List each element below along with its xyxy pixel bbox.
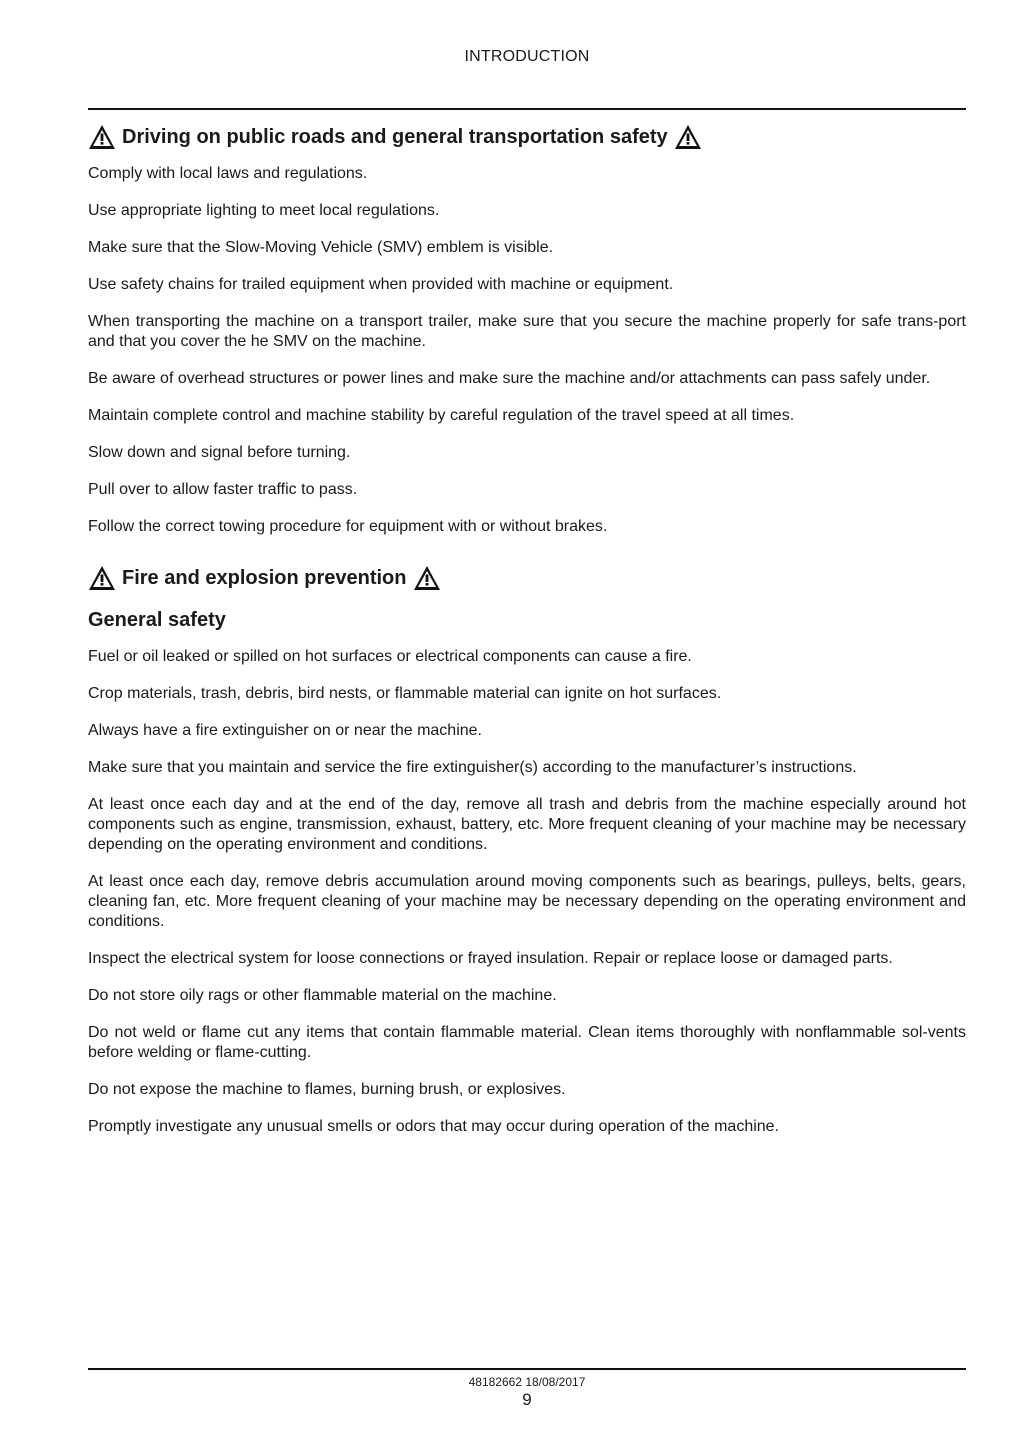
paragraph: Use safety chains for trailed equipment when provided with machine or equipment. bbox=[88, 276, 674, 293]
paragraph: Inspect the electrical system for loose connections or frayed insulation. Repair or replace loose or damaged parts. bbox=[88, 950, 893, 967]
warning-triangle-icon bbox=[413, 565, 441, 591]
paragraph: Pull over to allow faster traffic to pass. bbox=[88, 481, 358, 498]
paragraph: At least once each day, remove debris accumulation around moving components such as bearings, pulleys, belts, gears, cleaning fan, etc. More frequent cleaning of your machine may be necessary depending on the operating environment and conditions. bbox=[88, 873, 966, 930]
section-heading-driving bbox=[88, 122, 966, 152]
warning-triangle-icon bbox=[88, 565, 116, 591]
paragraph: Do not expose the machine to flames, burning brush, or explosives. bbox=[88, 1081, 566, 1098]
section-heading-fire bbox=[88, 563, 966, 593]
footer-document-id: 48182662 18/08/2017 bbox=[468, 1375, 586, 1389]
paragraph: Crop materials, trash, debris, bird nests, or flammable material can ignite on hot surfaces. bbox=[88, 685, 722, 702]
paragraph: Do not weld or flame cut any items that contain flammable material. Clean items thoroughly with nonflammable sol-vents before welding or flame-cutting. bbox=[88, 1024, 966, 1061]
paragraph: Maintain complete control and machine stability by careful regulation of the travel speed at all times. bbox=[88, 407, 795, 424]
footer-rule bbox=[88, 1368, 966, 1370]
paragraph: Promptly investigate any unusual smells or odors that may occur during operation of the machine. bbox=[88, 1118, 780, 1135]
running-header: INTRODUCTION bbox=[464, 48, 590, 65]
paragraph: Make sure that you maintain and service the fire extinguisher(s) according to the manufacturer’s instructions. bbox=[88, 759, 857, 776]
section-heading-text: Fire and explosion prevention bbox=[122, 566, 407, 589]
paragraph: Always have a fire extinguisher on or near the machine. bbox=[88, 722, 482, 739]
paragraph: At least once each day and at the end of the day, remove all trash and debris from the machine especially around hot components such as engine, transmission, exhaust, battery, etc. More frequent cleaning of your machine may be necessary depending on the operating environment and conditions. bbox=[88, 796, 966, 853]
subheading-general-safety: General safety bbox=[88, 609, 226, 631]
paragraph: When transporting the machine on a transport trailer, make sure that you secure the machine properly for safe trans-port and that you cover the he SMV on the machine. bbox=[88, 313, 966, 350]
paragraph: Be aware of overhead structures or power lines and make sure the machine and/or attachments can pass safely under. bbox=[88, 370, 931, 387]
paragraph: Make sure that the Slow-Moving Vehicle (SMV) emblem is visible. bbox=[88, 239, 554, 256]
paragraph: Do not store oily rags or other flammable material on the machine. bbox=[88, 987, 557, 1004]
header-rule bbox=[88, 108, 966, 110]
section-heading-text: Driving on public roads and general transportation safety bbox=[122, 125, 668, 148]
paragraph: Comply with local laws and regulations. bbox=[88, 165, 368, 182]
warning-triangle-icon bbox=[674, 124, 702, 150]
warning-triangle-icon bbox=[88, 124, 116, 150]
paragraph: Fuel or oil leaked or spilled on hot surfaces or electrical components can cause a fire. bbox=[88, 648, 692, 665]
paragraph: Use appropriate lighting to meet local regulations. bbox=[88, 202, 440, 219]
paragraph: Follow the correct towing procedure for equipment with or without brakes. bbox=[88, 518, 608, 535]
page-number: 9 bbox=[522, 1390, 532, 1409]
page-content bbox=[88, 122, 966, 1154]
paragraph: Slow down and signal before turning. bbox=[88, 444, 351, 461]
